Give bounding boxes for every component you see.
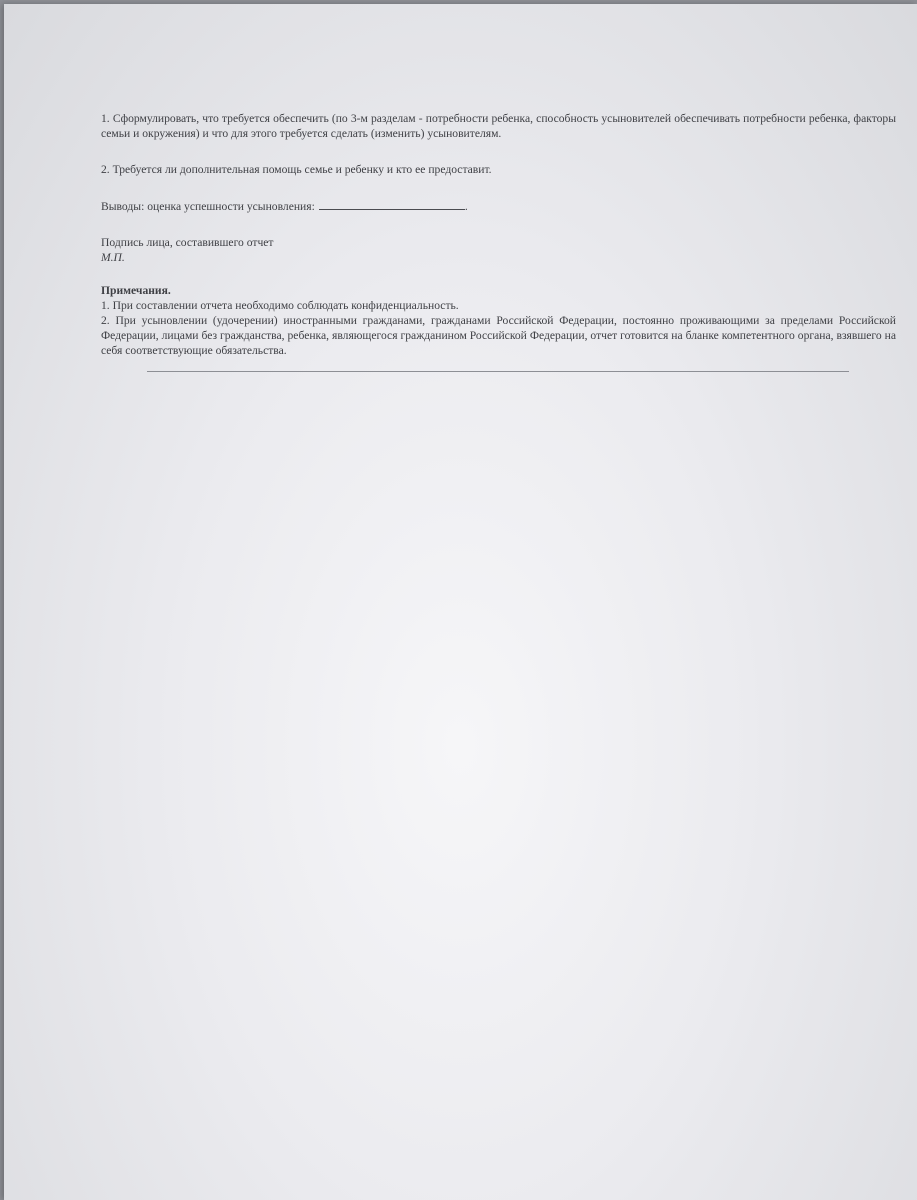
section-1-text: 1. Сформулировать, что требуется обеспечить (по 3-м разделам - потребности ребенка, способность усыновителей обеспечивать потребности ребенка, факторы семьи и окружения) и что для этого требуется сделать (изменить) усыновителям. <box>101 112 896 140</box>
note-item-2: 2. При усыновлении (удочерении) иностранными гражданами, гражданами Российской Федерации, постоянно проживающими за пределами Российской Федерации, лицами без гражданства, ребенка, являющегося гражданином Российской Федерации, отчет готовится на бланке компетентного органа, взявшего на себя соответствующие обязательства. <box>101 314 896 357</box>
notes-title: Примечания. <box>101 284 171 297</box>
signature-label: Подпись лица, составившего отчет <box>101 236 274 249</box>
conclusion-blank-field[interactable] <box>319 198 465 210</box>
note-item-1: 1. При составлении отчета необходимо соблюдать конфиденциальность. <box>101 299 459 312</box>
conclusion-line <box>101 198 896 214</box>
section-2-text: 2. Требуется ли дополнительная помощь семье и ребенку и кто ее предоставит. <box>101 163 492 176</box>
stamp-label: М.П. <box>101 251 125 264</box>
conclusion-label: Выводы: оценка успешности усыновления: <box>101 200 315 213</box>
conclusion-end: . <box>464 200 468 213</box>
document-page <box>4 4 917 1200</box>
horizontal-rule <box>147 371 849 372</box>
document-content <box>101 111 896 358</box>
